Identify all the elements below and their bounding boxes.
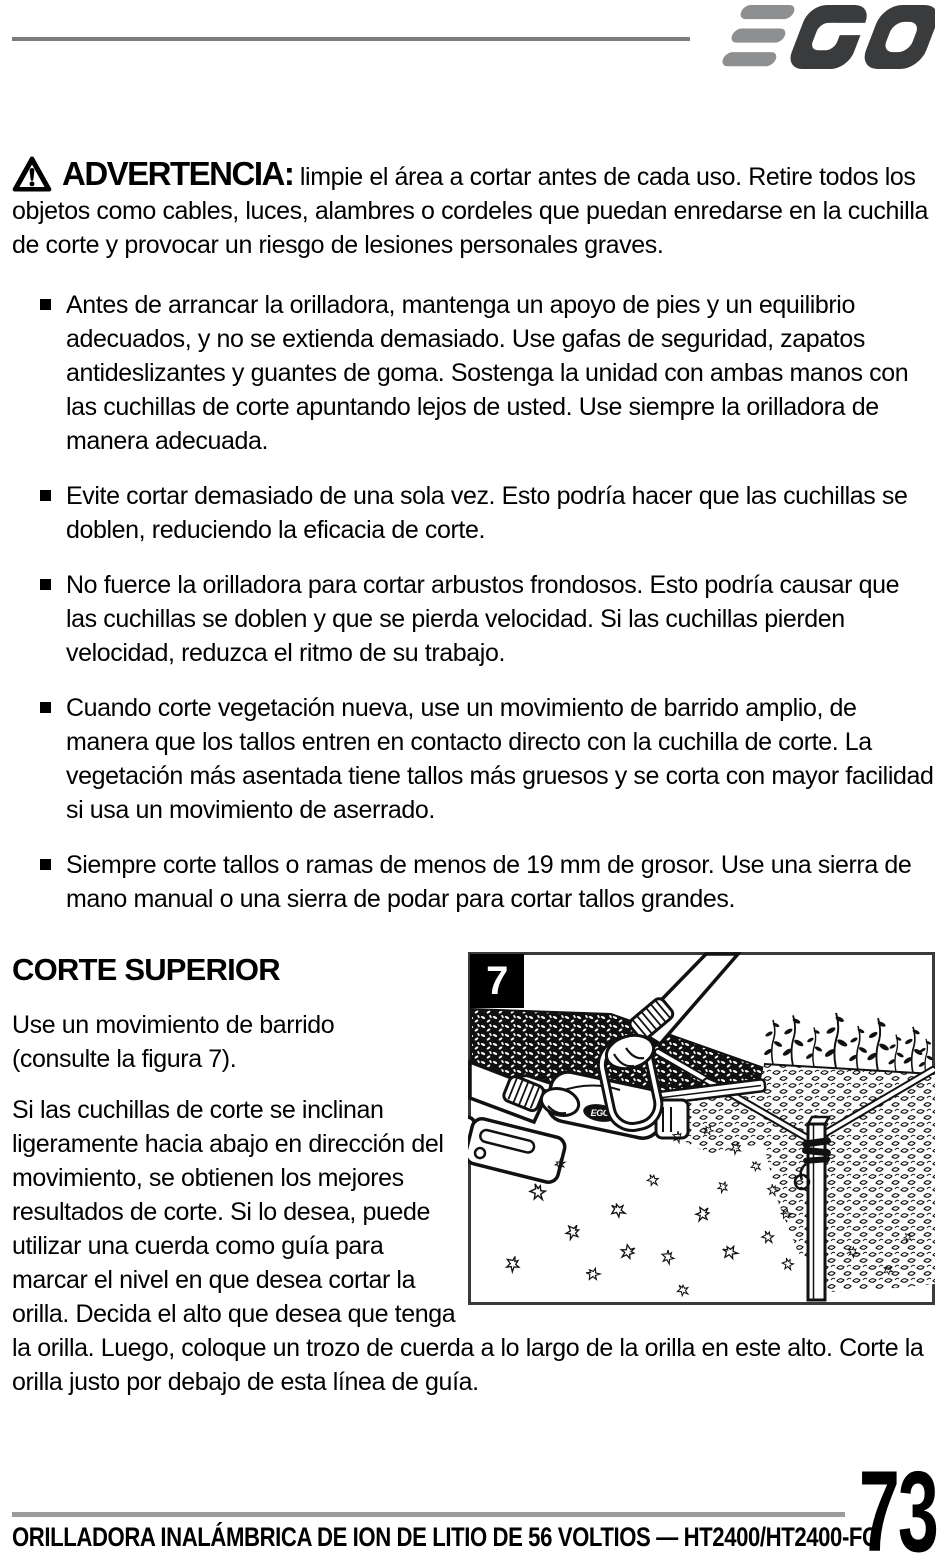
bullet-square-icon — [40, 490, 51, 501]
bullet-square-icon — [40, 579, 51, 590]
safety-bullet-list — [40, 288, 935, 916]
page-number: 73 — [858, 1448, 937, 1568]
warning-label: ADVERTENCIA: — [62, 155, 294, 192]
bullet-square-icon — [40, 859, 51, 870]
list-item — [40, 288, 935, 458]
bullet-text: No fuerce la orilladora para cortar arbustos frondosos. Esto podría causar que las cuchillas se doblen y que se pierda velocidad. Si las cuchillas pierden velocidad, reduzca el ritmo de su trabajo. — [66, 571, 900, 667]
footer-rule — [12, 1512, 845, 1517]
warning-triangle-icon — [12, 156, 52, 192]
bullet-text: Antes de arrancar la orilladora, mantenga un apoyo de pies y un equilibrio adecuados, y no se extienda demasiado. Use gafas de seguridad, zapatos antideslizantes y guantes de goma. Sostenga la unidad con ambas manos con las cuchillas de corte apuntando lejos de usted. Use siempre la orilladora de manera adecuada. — [66, 291, 909, 455]
section-title: CORTE SUPERIOR — [12, 952, 280, 987]
section-paragraph-2: Si las cuchillas de corte se inclinan ligeramente hacia abajo en dirección del movimiento, se obtienen los mejores resultados de corte. Si lo desea, puede utilizar una cuerda como guía para marcar el nivel en que desea cortar la orilla. Decida el alto que desea que tenga la orilla. Luego, coloque un trozo de cuerda a lo largo de la orilla en este alto. Corte la orilla justo por debajo de esta línea de guía. — [12, 1096, 924, 1396]
hedge-top-trimming-illustration — [468, 952, 935, 1305]
figure-number: 7 — [486, 958, 508, 1003]
figure-badge — [470, 954, 524, 1008]
list-item — [40, 691, 935, 827]
list-item — [40, 568, 935, 670]
section-corte-superior — [12, 952, 935, 1399]
header-rule — [12, 37, 690, 41]
list-item — [40, 848, 935, 916]
bullet-text: Evite cortar demasiado de una sola vez. Esto podría hacer que las cuchillas se doblen, reduciendo la eficacia de corte. — [66, 482, 908, 544]
trimmer-brand-label: EGO — [590, 1108, 610, 1118]
figure-7 — [468, 952, 935, 1305]
bullet-square-icon — [40, 299, 51, 310]
page-header — [12, 0, 935, 86]
bullet-square-icon — [40, 702, 51, 713]
warning-paragraph — [12, 156, 935, 262]
bullet-text: Siempre corte tallos o ramas de menos de 19 mm de grosor. Use una sierra de mano manual o una sierra de podar para cortar tallos grandes. — [66, 851, 912, 913]
list-item — [40, 479, 935, 547]
bullet-text: Cuando corte vegetación nueva, use un movimiento de barrido amplio, de manera que los tallos entren en contacto directo con la cuchilla de corte. La vegetación más asentada tiene tallos más gruesos y se corta con mayor facilidad si usa un movimiento de aserrado. — [66, 694, 934, 824]
warning-text: limpie el área a cortar antes de cada uso. Retire todos los objetos como cables, luces, alambres o cordeles que puedan enredarse en la cuchilla de corte y provocar un riesgo de lesiones personales graves. — [12, 163, 928, 259]
section-paragraph-1: Use un movimiento de barrido (consulte la figura 7). — [12, 1011, 335, 1073]
ego-logo-icon — [691, 4, 935, 70]
footer-product-text: ORILLADORA INALÁMBRICA DE ION DE LITIO DE 56 VOLTIOS — HT2400/HT2400-FC — [12, 1522, 878, 1552]
